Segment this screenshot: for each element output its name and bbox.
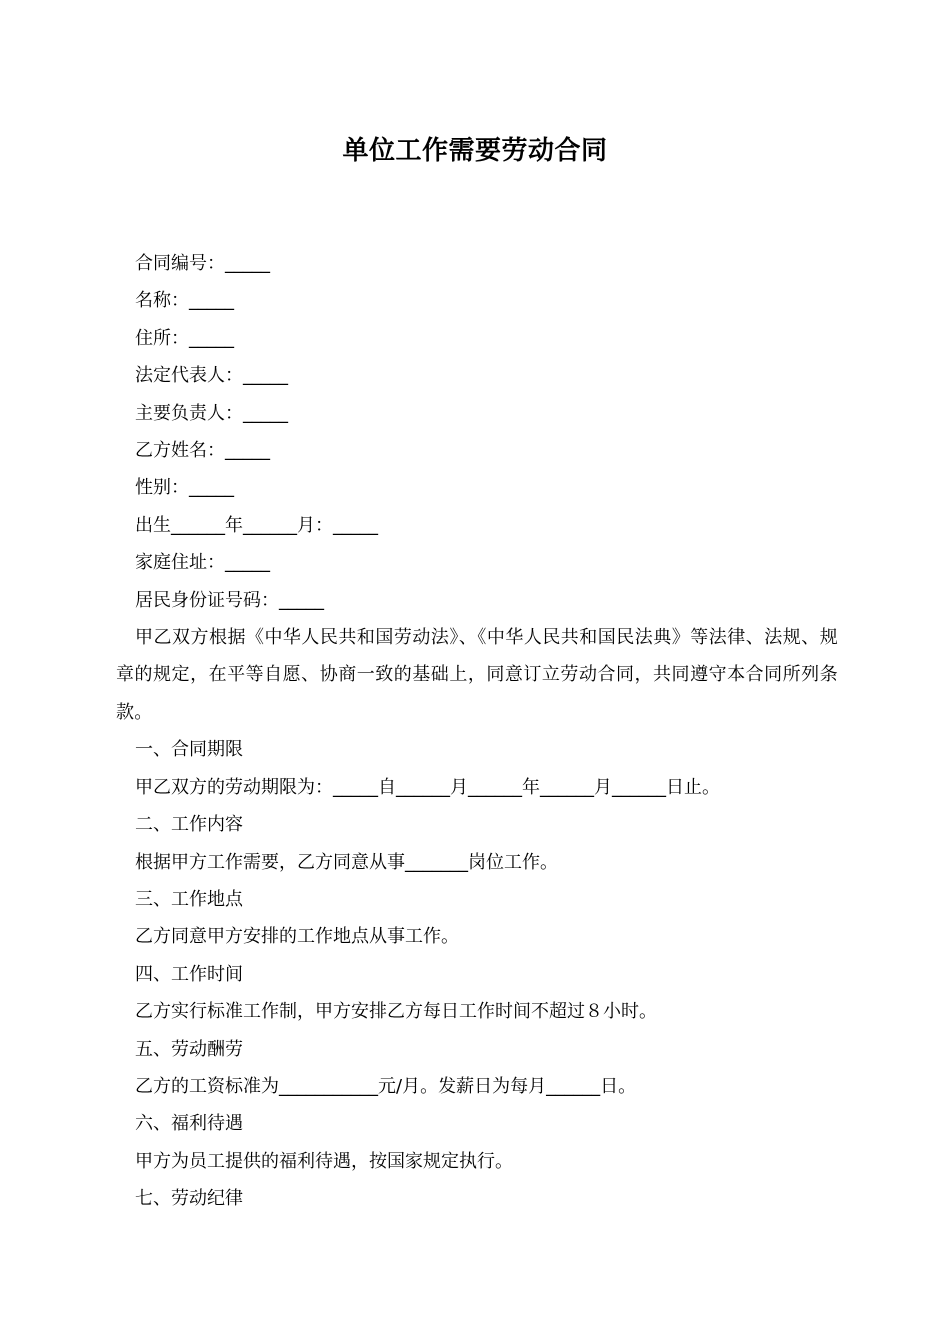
field-name: 名称：_____	[135, 290, 234, 312]
field-address: 住所：_____	[135, 327, 234, 349]
section-heading: 三、工作地点	[135, 888, 243, 910]
field-principal: 主要负责人：_____	[135, 402, 288, 424]
field-gender: 性别：_____	[135, 477, 234, 499]
field-contract-number: 合同编号：_____	[135, 253, 270, 274]
intro-paragraph: 甲乙双方根据《中华人民共和国劳动法》、《中华人民共和国民法典》等法律、法规、规章的规定，在平等自愿、协商一致的基础上，同意订立劳动合同，共同遵守本合同所列条款。	[116, 627, 838, 723]
field-id-number: 居民身份证号码：_____	[135, 589, 324, 611]
section-heading: 五、劳动酬劳	[135, 1038, 243, 1060]
field-party-b-name: 乙方姓名：_____	[135, 440, 270, 462]
document-body	[116, 245, 838, 1218]
section-text: 甲方为员工提供的福利待遇，按国家规定执行。	[135, 1150, 513, 1172]
section-heading: 七、劳动纪律	[135, 1188, 243, 1210]
section-heading: 六、福利待遇	[135, 1113, 243, 1135]
section-heading: 二、工作内容	[135, 814, 243, 836]
section-text: 乙方的工资标准为___________元/月。发薪日为每月______日。	[135, 1075, 637, 1097]
section-text: 甲乙双方的劳动期限为：_____自______月______年______月______日止。	[135, 776, 720, 798]
section-text: 根据甲方工作需要，乙方同意从事_______岗位工作。	[135, 851, 558, 873]
field-birth-date: 出生______年______月：_____	[135, 514, 378, 536]
field-home-address: 家庭住址：_____	[135, 552, 270, 574]
field-legal-representative: 法定代表人：_____	[135, 365, 288, 387]
section-text: 乙方实行标准工作制，甲方安排乙方每日工作时间不超过８小时。	[135, 1001, 657, 1023]
document-title: 单位工作需要劳动合同	[342, 136, 608, 166]
section-text: 乙方同意甲方安排的工作地点从事工作。	[135, 926, 459, 948]
section-heading: 一、合同期限	[135, 739, 243, 761]
section-heading: 四、工作时间	[135, 963, 243, 985]
